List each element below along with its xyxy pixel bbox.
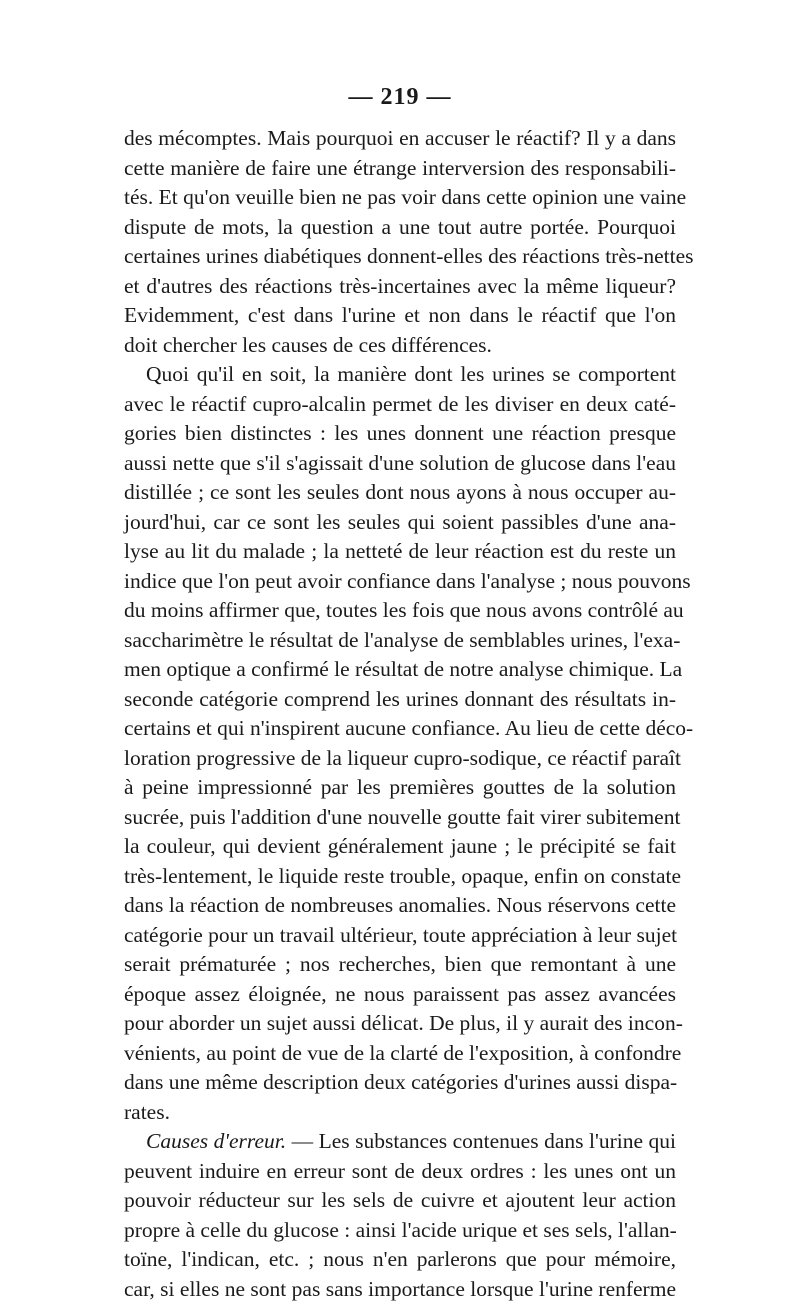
text-line: catégorie pour un travail ultérieur, toute appréciation à leur sujet <box>124 921 676 951</box>
text-line: peuvent induire en erreur sont de deux ordres : les unes ont un <box>124 1157 676 1187</box>
paragraph-start-line: Quoi qu'il en soit, la manière dont les urines se comportent <box>124 360 676 390</box>
text-line: cette manière de faire une étrange interversion des responsabili- <box>124 154 676 184</box>
section-heading-causes-erreur: Causes d'erreur. <box>146 1129 286 1153</box>
text-line: jourd'hui, car ce sont les seules qui soient passibles d'une ana- <box>124 508 676 538</box>
text-line: car, si elles ne sont pas sans importance lorsque l'urine renferme <box>124 1275 676 1304</box>
text-line: pour aborder un sujet aussi délicat. De plus, il y aurait des incon- <box>124 1009 676 1039</box>
text-line: pouvoir réducteur sur les sels de cuivre et ajoutent leur action <box>124 1186 676 1216</box>
text-line: à peine impressionné par les premières gouttes de la solution <box>124 773 676 803</box>
text-line: époque assez éloignée, ne nous paraissent pas assez avancées <box>124 980 676 1010</box>
text-line: men optique a confirmé le résultat de notre analyse chimique. La <box>124 655 676 685</box>
text-line: la couleur, qui devient généralement jaune ; le précipité se fait <box>124 832 676 862</box>
text-line: sucrée, puis l'addition d'une nouvelle goutte fait virer subitement <box>124 803 676 833</box>
text-line: très-lentement, le liquide reste trouble, opaque, enfin on constate <box>124 862 676 892</box>
page-number: — 219 — <box>0 84 800 111</box>
text-line: aussi nette que s'il s'agissait d'une solution de glucose dans l'eau <box>124 449 676 479</box>
text-line: serait prématurée ; nos recherches, bien que remontant à une <box>124 950 676 980</box>
text-line: dispute de mots, la question a une tout autre portée. Pourquoi <box>124 213 676 243</box>
body-text <box>124 124 676 1304</box>
text-line: des mécomptes. Mais pourquoi en accuser le réactif? Il y a dans <box>124 124 676 154</box>
text-line: loration progressive de la liqueur cupro-sodique, ce réactif paraît <box>124 744 676 774</box>
paragraph-start-line <box>124 1127 676 1157</box>
text-line: toïne, l'indican, etc. ; nous n'en parlerons que pour mémoire, <box>124 1245 676 1275</box>
text-line: dans une même description deux catégories d'urines aussi dispa- <box>124 1068 676 1098</box>
text-line: du moins affirmer que, toutes les fois que nous avons contrôlé au <box>124 596 676 626</box>
text-line: distillée ; ce sont les seules dont nous ayons à nous occuper au- <box>124 478 676 508</box>
text-line: seconde catégorie comprend les urines donnant des résultats in- <box>124 685 676 715</box>
text-line: saccharimètre le résultat de l'analyse de semblables urines, l'exa- <box>124 626 676 656</box>
text-line: certains et qui n'inspirent aucune confiance. Au lieu de cette déco- <box>124 714 676 744</box>
text-line: tés. Et qu'on veuille bien ne pas voir dans cette opinion une vaine <box>124 183 676 213</box>
text-line: lyse au lit du malade ; la netteté de leur réaction est du reste un <box>124 537 676 567</box>
text-line: avec le réactif cupro-alcalin permet de les diviser en deux caté- <box>124 390 676 420</box>
text-line: vénients, au point de vue de la clarté de l'exposition, à confondre <box>124 1039 676 1069</box>
text-line: gories bien distinctes : les unes donnent une réaction presque <box>124 419 676 449</box>
text-run: — Les substances contenues dans l'urine qui <box>286 1129 676 1153</box>
text-line: et d'autres des réactions très-incertaines avec la même liqueur? <box>124 272 676 302</box>
text-line: dans la réaction de nombreuses anomalies. Nous réservons cette <box>124 891 676 921</box>
text-line: propre à celle du glucose : ainsi l'acide urique et ses sels, l'allan- <box>124 1216 676 1246</box>
text-line: indice que l'on peut avoir confiance dans l'analyse ; nous pouvons <box>124 567 676 597</box>
text-line: doit chercher les causes de ces différences. <box>124 331 676 361</box>
text-line: certaines urines diabétiques donnent-elles des réactions très-nettes <box>124 242 676 272</box>
text-line: Evidemment, c'est dans l'urine et non dans le réactif que l'on <box>124 301 676 331</box>
text-line: rates. <box>124 1098 676 1128</box>
